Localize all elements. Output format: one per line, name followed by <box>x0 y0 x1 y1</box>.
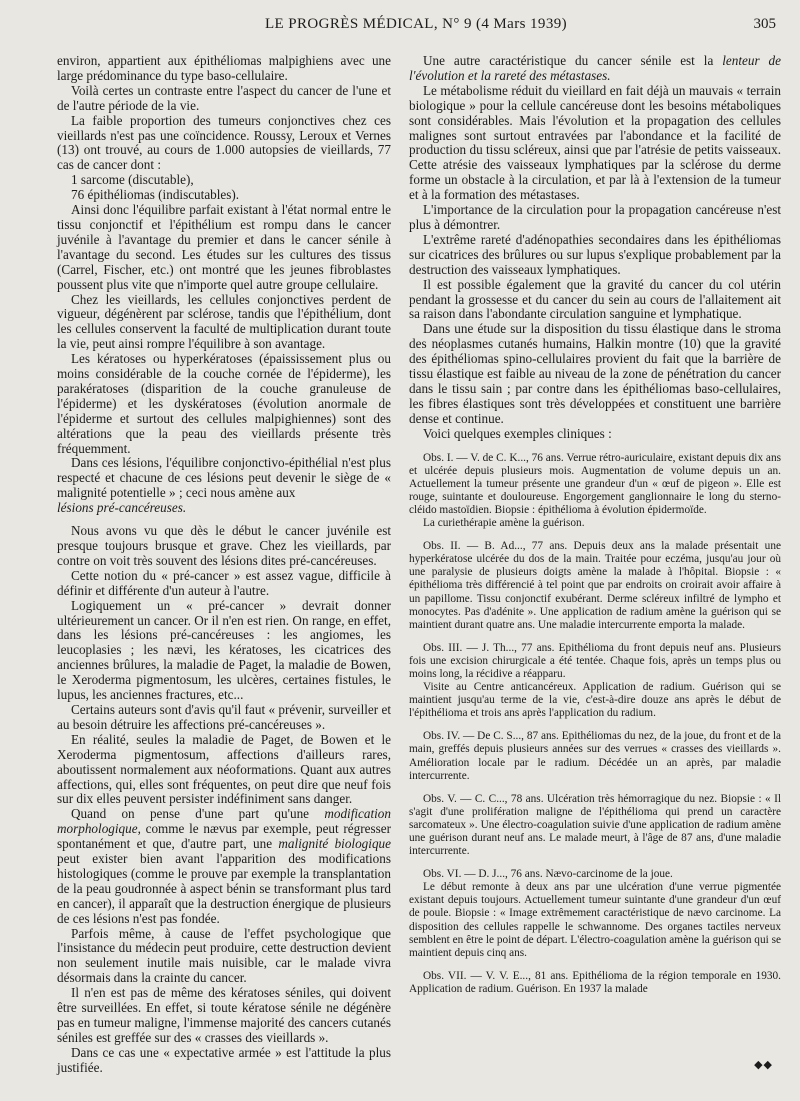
paragraph: Voici quelques exemples cliniques : <box>423 425 612 441</box>
paragraph: L'extrême rareté d'adénopathies secondaires dans les épithéliomas sur cicatrices des brûlures ou sur lupus s'explique probablement par la destruction des vaisseaux lymphatiques. <box>409 231 781 277</box>
section-heading: lésions pré-cancéreuses. <box>57 500 187 516</box>
observation: Obs. II. — B. Ad..., 77 ans. Depuis deux ans la malade présentait une hyperkératose ulcérée du dos de la main. Traitée pour eczéma, jusqu'au jour où une paralysie de plusieurs doigts amène la malade à l'hôpital. Biopsie : « épithélioma très différencié à tel point que par endroits on croirait avoir affaire à un papillome. Tissu conjonctif exubérant. Derme scléreux infiltré de lympho et monocytes. Pas d'adénite ». Une application de radium amène la guérison qui se maintient durant quatre ans. Une maladie intercurrente emporta la malade. <box>409 540 781 631</box>
paragraph: Certains auteurs sont d'avis qu'il faut « prévenir, surveiller et au besoin détruire les affections pré-cancéreuses ». <box>57 701 391 732</box>
paragraph: Dans ce cas une « expectative armée » est l'attitude la plus justifiée. <box>57 1044 391 1075</box>
paragraph: Il est possible également que la gravité du cancer du col utérin pendant la grossesse et du cancer du sein au cours de l'allaitement ait sa raison dans l'abondante circulation sanguine et lymphatique. <box>409 276 781 322</box>
right-column <box>409 54 781 996</box>
observation: Obs. IV. — De C. S..., 87 ans. Epithéliomas du nez, de la joue, du front et de la main, greffés depuis plusieurs années sur des verrues « crasses des vieillards ». Amélioration locale par le radium. Décédée un an après, par maladie intercurrente. <box>409 730 781 782</box>
observation: Obs. I. — V. de C. K..., 76 ans. Verrue rétro-auriculaire, existant depuis dix ans et ulcérée depuis plusieurs mois. Augmentation de volume depuis un an. Actuellement la tumeur présente une grandeur d'un « œuf de pigeon ». Elle est rouge, suintante et douloureuse. Engorgement ganglionnaire le long du sterno-cléido mastoïdien. Biopsie : épithélioma à évolution épidermoïde. <box>409 451 781 516</box>
paragraph <box>57 807 391 926</box>
page-number: 305 <box>753 16 776 32</box>
emphasis: lenteur de l'évolution et la rareté des métastases. <box>409 53 782 83</box>
observation: Obs. III. — J. Th..., 77 ans. Epithélioma du front depuis neuf ans. Plusieurs fois une excision chirurgicale a été tentée. Chaque fois, après un temps plus ou moins long, la récidive a réapparu. <box>409 641 781 680</box>
text-run: , comme le nævus par exemple, peut régresser spontanément et que, d'autre part, une <box>57 821 391 852</box>
text-run: Quand on pense d'une part qu'une <box>71 806 310 822</box>
paragraph: La faible proportion des tumeurs conjonctives chez ces vieillards n'est pas une coïncidence. Roussy, Leroux et Vernes (13) ont trouvé, au cours de 1.000 autopsies de vieillards, 77 cas de cancer dont : <box>57 112 391 173</box>
list-item: 1 sarcome (discutable), <box>71 172 194 188</box>
paragraph: Il n'en est pas de même des kératoses séniles, qui doivent être surveillées. En effet, si toute kératose sénile ne dégénère pas en tumeur maligne, l'immense majorité des cancers cutanés séniles est greffée sur des « crasses des vieillards ». <box>57 985 391 1045</box>
paragraph: Dans une étude sur la disposition du tissu élastique dans le stroma des néoplasmes cutanés humains, Halkin montre (10) que la gravité des épithéliomas spino-cellulaires provient du fait que la barrière de tissu élastique est faible au niveau de la zone de pénétration du cancer dans le tissu sain ; par contre dans les épithéliomas baso-cellulaires, les fibres élastiques sont très développées et constituent une barrière dense et continue. <box>409 321 781 426</box>
paragraph: Parfois même, à cause de l'effet psychologique que l'insistance du médecin peut produire, cette destruction devient non seulement inutile mais nuisible, car le malade vivra désormais dans la crainte du cancer. <box>57 925 391 986</box>
text-run: peut exister bien avant l'apparition des modifications histologiques (comme le prouve par exemple la transplantation de la peau goudronnée à aspect bénin se transformant plus tard en cancer), il apparaît que la destruction énergique de plusieurs de ces lésions n'est pas fondée. <box>57 851 391 926</box>
observation: Obs. V. — C. C..., 78 ans. Ulcération très hémorragique du nez. Biopsie : « Il s'agit d'une prolifération maligne de l'épithélioma qui prend un caractère sarcomateux ». Une électro-coagulation suivie d'une application de radium amène une guérison durant neuf ans. Le malade meurt, à l'âge de 87 ans, d'une maladie intercurrente. <box>409 792 781 858</box>
observation-note: Visite au Centre anticancéreux. Application de radium. Guérison qui se maintient jusqu'au terme de la vie, c'est-à-dire douze ans après le début de l'épithélioma et trois ans après l'application du radium. <box>409 681 781 720</box>
observation: Obs. VII. — V. V. E..., 81 ans. Epithélioma de la région temporale en 1930. Application de radium. Guérison. En 1937 la malade <box>409 969 781 995</box>
paragraph: Le métabolisme réduit du vieillard en fait déjà un mauvais « terrain biologique » pour la cellule cancéreuse dont les besoins métaboliques sont considérables. Mais l'évolution et la propagation des cellules malignes sont surtout entravées par l'abondance et la facilité de production du tissu scléreux, ainsi que par l'atrésie de petits vaisseaux. Cette atrésie des vaisseaux lymphatiques par la sclérose du derme forme un obstacle à la circulation, et par là à l'extension de la tumeur et à la formation des métastases. <box>409 82 781 203</box>
paragraph: environ, appartient aux épithéliomas malpighiens avec une large prédominance du type baso-cellulaire. <box>57 53 391 83</box>
running-title: LE PROGRÈS MÉDICAL, N° 9 (4 Mars 1939) <box>264 16 568 32</box>
paragraph: En réalité, seules la maladie de Paget, de Bowen et le Xeroderma pigmentosum, affections d'ailleurs rares, aboutissent normalement aux néoformations. Quant aux autres affections, qui, elles sont fréquentes, on peut dire que neuf fois sur dix elles peuvent persister indéfiniment sans danger. <box>57 731 391 807</box>
text-run: Une autre caractéristique du cancer sénile est la <box>423 53 714 68</box>
emphasis: malignité biologique <box>278 836 391 852</box>
paragraph: Nous avons vu que dès le début le cancer juvénile est presque toujours brusque et grave. Chez les vieillards, par contre on voit très souvent des lésions dites pré-cancéreuses. <box>57 523 391 568</box>
paragraph <box>409 54 781 84</box>
continuation-ornament: ◆◆ <box>754 1058 773 1071</box>
observation: Obs. VI. — D. J..., 76 ans. Nævo-carcinome de la joue. <box>423 868 673 881</box>
list-item: 76 épithéliomas (indiscutables). <box>71 187 240 203</box>
observation-note: Le début remonte à deux ans par une ulcération d'une verrue pigmentée existant depuis toujours. Actuellement tumeur suintante d'une grandeur d'un œuf de poule. Biopsie : « Image extrêmement caractéristique de nævo carcinome. La disposition des cellules rappelle le schwannome. Des organes tactiles nerveux semblent en être le point de départ. L'électro-coagulation amène la guérison qui se maintient depuis cinq ans. <box>409 881 781 959</box>
paragraph: Ainsi donc l'équilibre parfait existant à l'état normal entre le tissu conjonctif et l'épithélium est rompu dans le cancer juvénile à l'avantage du premier et dans le cancer sénile à l'avantage du second. Les études sur les cultures des tissus (Carrel, Fischer, etc.) ont montré que les jeunes fibroblastes poussent plus vite que n'importe quel autre groupe cellulaire. <box>57 202 391 292</box>
paragraph: Voilà certes un contraste entre l'aspect du cancer de l'une et de l'autre période de la vie. <box>57 82 391 113</box>
paragraph: Logiquement un « pré-cancer » devrait donner ultérieurement un cancer. Or il n'en est rien. On range, en effet, dans les lésions pré-cancéreuses : les angiomes, les leucoplasies ; les nævi, les kératoses, les cicatrices des anciennes brûlures, la maladie de Paget, la maladie de Bowen, le Xeroderma pigmentosum, les ulcères, certaines fistules, le lupus, les anciennes fractures, etc... <box>57 597 391 703</box>
page-header <box>56 16 776 38</box>
clinical-observations <box>409 452 781 996</box>
paragraph: Dans ces lésions, l'équilibre conjonctivo-épithélial n'est plus respecté et chacune de ces lésions peut devenir le siège de « malignité potentielle » ; ceci nous amène aux <box>57 455 391 501</box>
paragraph: L'importance de la circulation pour la propagation cancéreuse n'est plus à démontrer. <box>409 202 781 232</box>
observation-note: La curiethérapie amène la guérison. <box>423 517 585 530</box>
emphasis: modification morphologique <box>57 806 391 837</box>
left-column <box>57 54 391 1076</box>
paragraph: Cette notion du « pré-cancer » est assez vague, difficile à définir et différente d'un auteur à l'autre. <box>57 567 391 598</box>
paragraph: Chez les vieillards, les cellules conjonctives perdent de vigueur, dégénèrent par sclérose, tandis que l'épithélium, dont les cellules conservent la faculté de multiplication durant toute la vie, peut ainsi rompre l'équilibre à son avantage. <box>57 291 391 352</box>
paragraph: Les kératoses ou hyperkératoses (épaississement plus ou moins considérable de la couche cornée de l'épiderme), les parakératoses (disparition de la couche granuleuse de l'épiderme) et les dyskératoses (évolution anormale de l'épiderme et surtout des cellules malpighiennes) sont des altérations que la peau des vieillards présente très fréquemment. <box>57 351 391 456</box>
